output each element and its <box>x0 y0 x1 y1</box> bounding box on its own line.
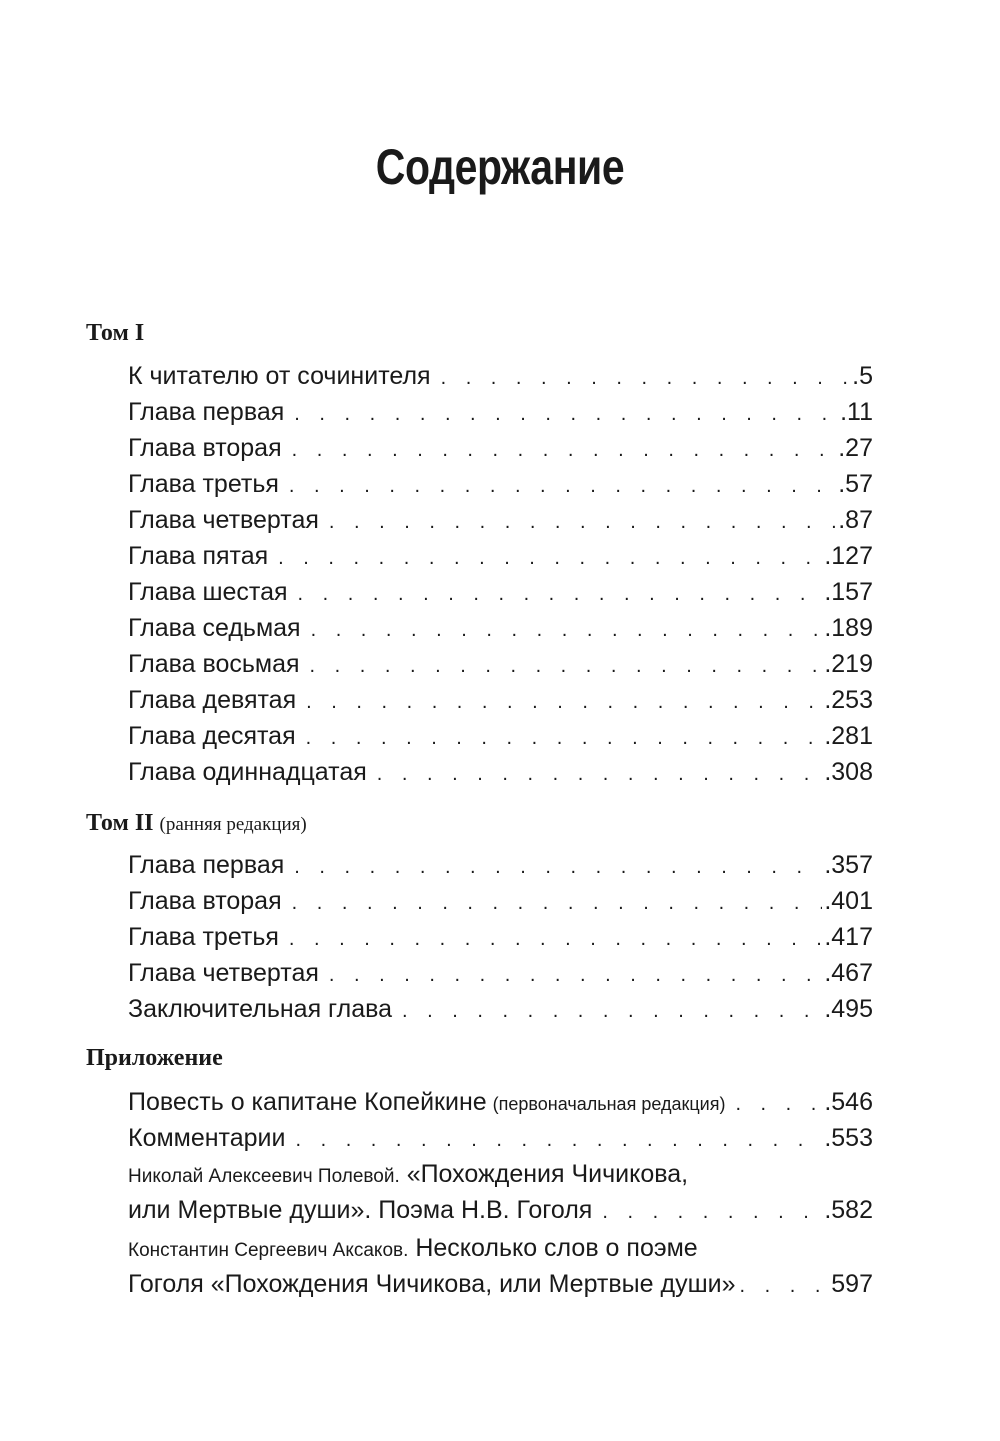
toc-entry-title: Глава четвертая <box>128 506 319 534</box>
toc-entry-title: Повесть о капитане Копейкине <box>128 1088 487 1116</box>
toc-entry-page: .546 <box>824 1088 873 1116</box>
toc-entry-page: .27 <box>838 434 873 462</box>
page-title: Содержание <box>375 139 625 195</box>
toc-entry-title: Глава четвертая <box>128 959 319 987</box>
toc-entry-page: .189 <box>824 614 873 642</box>
toc-entry-title: Глава вторая <box>128 887 282 915</box>
dot-leader <box>295 1129 822 1152</box>
section-heading-label: Том II <box>86 810 154 836</box>
toc-entry-title: Глава шестая <box>128 578 288 606</box>
toc-entry-title: Глава десятая <box>128 722 296 750</box>
toc-entry-title: Комментарии <box>128 1124 286 1152</box>
toc-entry-page: .401 <box>824 887 873 915</box>
toc-entry[interactable] <box>128 1088 873 1122</box>
toc-entry[interactable] <box>128 923 873 957</box>
toc-entry-first-line[interactable] <box>128 1234 698 1263</box>
toc-entry-page: .87 <box>838 506 873 534</box>
toc-entry-title: К читателю от сочинителя <box>128 362 431 390</box>
dot-leader <box>289 475 836 498</box>
toc-entry-first-line[interactable] <box>128 1160 688 1189</box>
toc-entry-page: .357 <box>824 851 873 879</box>
toc-entry[interactable] <box>128 398 873 432</box>
toc-entry[interactable] <box>128 614 873 648</box>
toc-entry[interactable] <box>128 722 873 756</box>
toc-entry-title: Глава пятая <box>128 542 269 570</box>
dot-leader <box>310 655 823 678</box>
toc-entry-page: .495 <box>824 995 873 1023</box>
dot-leader <box>294 403 838 426</box>
dot-leader <box>377 763 823 786</box>
toc-entry[interactable] <box>128 578 873 612</box>
toc-entry-page: .308 <box>824 758 873 786</box>
toc-entry[interactable] <box>128 650 873 684</box>
dot-leader <box>329 964 822 987</box>
toc-entry-title: Глава девятая <box>128 686 297 714</box>
toc-entry-title: Глава вторая <box>128 434 282 462</box>
toc-entry[interactable] <box>128 1196 873 1230</box>
toc-entry-page: .467 <box>824 959 873 987</box>
toc-entry-title: Глава первая <box>128 851 285 879</box>
toc-entry-title-continued: Гоголя «Похождения Чичикова, или Мертвые души» <box>128 1270 736 1298</box>
toc-entry-subtitle: (первоначальная редакция) <box>492 1094 726 1114</box>
section-heading-appendix: Приложение <box>86 1045 223 1071</box>
toc-entry[interactable] <box>128 686 873 720</box>
dot-leader <box>306 691 822 714</box>
toc-entry-page: .281 <box>824 722 873 750</box>
dot-leader <box>278 547 822 570</box>
dot-leader <box>294 856 822 879</box>
toc-entry-title: Несколько слов о поэме <box>415 1234 698 1262</box>
section-heading-tom-1: Том I <box>86 320 145 346</box>
toc-entry-page: .553 <box>824 1124 873 1152</box>
toc-entry[interactable] <box>128 542 873 576</box>
toc-entry-title-continued: или Мертвые души». Поэма Н.В. Гоголя <box>128 1196 593 1224</box>
toc-entry-title: «Похождения Чичикова, <box>406 1160 689 1188</box>
dot-leader <box>306 727 823 750</box>
dot-leader <box>298 583 823 606</box>
dot-leader <box>311 619 823 642</box>
toc-entry-page: .5 <box>852 362 873 390</box>
toc-entry-page: 597 <box>831 1270 873 1298</box>
toc-entry[interactable] <box>128 887 873 921</box>
dot-leader <box>402 1000 822 1023</box>
toc-entry[interactable] <box>128 758 873 792</box>
dot-leader <box>740 1275 830 1298</box>
dot-leader <box>289 928 822 951</box>
dot-leader <box>329 511 836 534</box>
toc-entry-page: .157 <box>824 578 873 606</box>
toc-entry[interactable] <box>128 434 873 468</box>
toc-entry-page: .582 <box>824 1196 873 1224</box>
toc-entry-page: .57 <box>838 470 873 498</box>
toc-entry[interactable] <box>128 470 873 504</box>
dot-leader <box>292 439 837 462</box>
dot-leader <box>602 1201 822 1224</box>
toc-entry[interactable] <box>128 959 873 993</box>
toc-entry[interactable] <box>128 362 873 396</box>
toc-entry-author: Константин Сергеевич Аксаков. <box>128 1240 409 1261</box>
toc-entry[interactable] <box>128 851 873 885</box>
toc-entry-title: Заключительная глава <box>128 995 393 1023</box>
toc-entry-page: .253 <box>824 686 873 714</box>
toc-entry-title: Глава третья <box>128 923 279 951</box>
section-note: (ранняя редакция) <box>159 814 307 835</box>
toc-entry-title: Глава первая <box>128 398 285 426</box>
toc-entry-title: Глава седьмая <box>128 614 301 642</box>
toc-entry[interactable] <box>128 1124 873 1158</box>
toc-entry-page: .219 <box>824 650 873 678</box>
dot-leader <box>735 1093 822 1116</box>
toc-entry-title: Глава третья <box>128 470 279 498</box>
toc-entry-author: Николай Алексеевич Полевой. <box>128 1166 400 1187</box>
toc-entry[interactable] <box>128 506 873 540</box>
toc-entry-title: Глава одиннадцатая <box>128 758 367 786</box>
section-heading-tom-2 <box>86 810 307 837</box>
toc-entry-title: Глава восьмая <box>128 650 300 678</box>
toc-entry[interactable] <box>128 995 873 1029</box>
toc-entry-page: .417 <box>824 923 873 951</box>
toc-entry-page: .11 <box>840 398 873 426</box>
dot-leader <box>441 367 851 390</box>
dot-leader <box>292 892 823 915</box>
toc-entry[interactable] <box>128 1270 873 1304</box>
toc-entry-page: .127 <box>824 542 873 570</box>
